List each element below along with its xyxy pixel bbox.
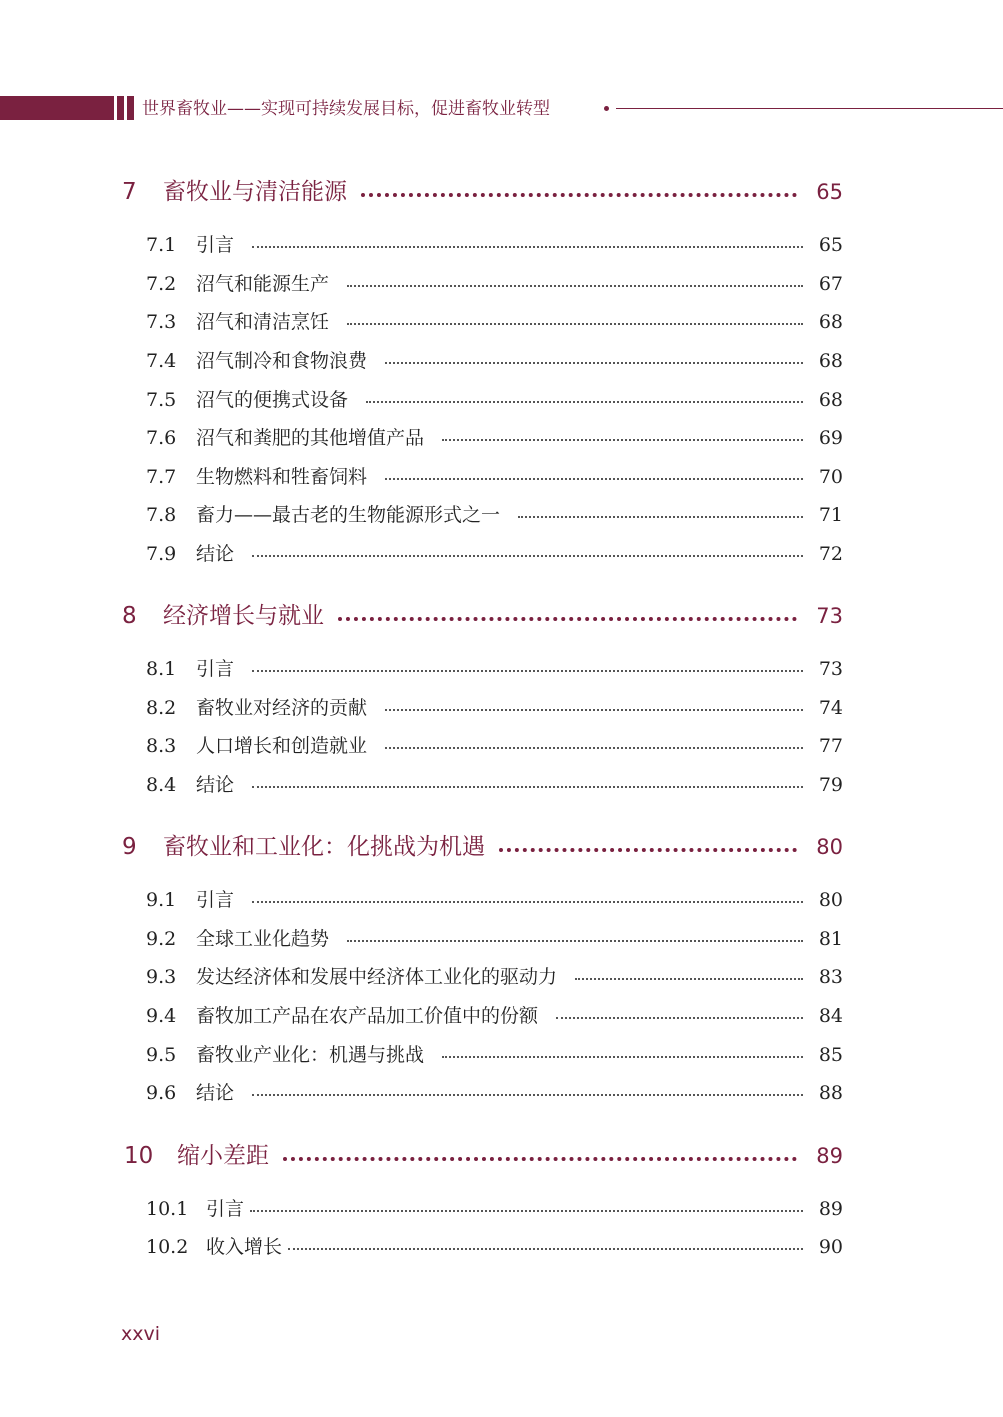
section-page-number: 80: [818, 889, 843, 911]
toc-section-row[interactable]: [0, 1233, 1003, 1261]
leader-dots: [347, 940, 803, 942]
toc-section-row[interactable]: [0, 963, 1003, 991]
section-title: 引言: [196, 234, 235, 256]
section-title: 畜牧业对经济的贡献: [196, 697, 368, 719]
section-page-number: 69: [818, 427, 843, 449]
leader-dots: [499, 848, 797, 852]
toc-section-row[interactable]: [0, 1195, 1003, 1223]
chapter-title: 畜牧业与清洁能源: [163, 179, 347, 205]
section-page-number: 68: [818, 389, 843, 411]
leader-dots: [361, 193, 797, 197]
section-page-number: 83: [818, 966, 843, 988]
section-page-number: 74: [818, 697, 843, 719]
toc-section-row[interactable]: [0, 771, 1003, 799]
chapter-number: 8: [122, 603, 137, 629]
leader-dots: [347, 285, 803, 287]
leader-dots: [252, 786, 803, 788]
section-title: 沼气和粪肥的其他增值产品: [196, 427, 425, 449]
section-title: 生物燃料和牲畜饲料: [196, 466, 368, 488]
section-page-number: 88: [818, 1082, 843, 1104]
chapter-number: 10: [124, 1143, 154, 1169]
section-page-number: 73: [818, 658, 843, 680]
section-number: 10.2: [146, 1236, 189, 1258]
leader-dots: [252, 246, 803, 248]
section-title: 引言: [206, 1198, 245, 1220]
leader-dots: [385, 362, 803, 364]
toc-section-row[interactable]: [0, 386, 1003, 414]
section-title: 结论: [196, 774, 235, 796]
toc-section-row[interactable]: [0, 501, 1003, 529]
section-page-number: 67: [818, 273, 843, 295]
leader-dots: [518, 516, 803, 518]
section-number: 9.1: [146, 889, 177, 911]
section-title: 发达经济体和发展中经济体工业化的驱动力: [196, 966, 558, 988]
header-bar: [0, 96, 114, 120]
leader-dots: [575, 978, 803, 980]
section-number: 8.4: [146, 774, 177, 796]
leader-dots: [338, 617, 797, 621]
toc-section-row[interactable]: [0, 540, 1003, 568]
section-page-number: 79: [818, 774, 843, 796]
section-title: 结论: [196, 543, 235, 565]
toc-section-row[interactable]: [0, 655, 1003, 683]
leader-dots: [252, 555, 803, 557]
toc-section-row[interactable]: [0, 1079, 1003, 1107]
section-number: 9.2: [146, 928, 177, 950]
chapter-page-number: 73: [816, 604, 843, 628]
section-page-number: 90: [818, 1236, 843, 1258]
leader-dots: [385, 709, 803, 711]
leader-dots: [442, 1056, 803, 1058]
section-page-number: 89: [818, 1198, 843, 1220]
leader-dots: [250, 1210, 803, 1212]
toc-section-row[interactable]: [0, 1041, 1003, 1069]
section-page-number: 85: [818, 1044, 843, 1066]
chapter-page-number: 80: [816, 835, 843, 859]
toc-section-row[interactable]: [0, 231, 1003, 259]
section-page-number: 72: [818, 543, 843, 565]
section-number: 9.3: [146, 966, 177, 988]
section-title: 畜力——最古老的生物能源形式之一: [196, 504, 501, 526]
section-page-number: 84: [818, 1005, 843, 1027]
leader-dots: [252, 1094, 803, 1096]
section-page-number: 65: [818, 234, 843, 256]
leader-dots: [385, 478, 803, 480]
toc-section-row[interactable]: [0, 1002, 1003, 1030]
chapter-number: 7: [122, 179, 137, 205]
chapter-title: 畜牧业和工业化：化挑战为机遇: [163, 834, 485, 860]
header-bullet: [604, 106, 609, 111]
leader-dots: [252, 670, 803, 672]
section-title: 沼气和能源生产: [196, 273, 330, 295]
section-number: 9.5: [146, 1044, 177, 1066]
section-title: 引言: [196, 658, 235, 680]
section-title: 全球工业化趋势: [196, 928, 330, 950]
section-title: 结论: [196, 1082, 235, 1104]
section-number: 7.9: [146, 543, 177, 565]
toc-section-row[interactable]: [0, 347, 1003, 375]
section-page-number: 68: [818, 311, 843, 333]
chapter-title: 经济增长与就业: [163, 603, 324, 629]
running-title: 世界畜牧业——实现可持续发展目标，促进畜牧业转型: [142, 99, 550, 119]
toc-chapter-row[interactable]: [0, 600, 1003, 632]
leader-dots: [283, 1157, 797, 1161]
toc-chapter-row[interactable]: [0, 176, 1003, 208]
section-number: 7.8: [146, 504, 177, 526]
leader-dots: [252, 901, 803, 903]
chapter-title: 缩小差距: [177, 1143, 269, 1169]
section-title: 沼气的便携式设备: [196, 389, 349, 411]
section-number: 7.5: [146, 389, 177, 411]
section-title: 畜牧业产业化：机遇与挑战: [196, 1044, 425, 1066]
toc-section-row[interactable]: [0, 694, 1003, 722]
leader-dots: [288, 1248, 803, 1250]
leader-dots: [442, 439, 803, 441]
header-rule: [616, 108, 1003, 109]
leader-dots: [347, 323, 803, 325]
section-title: 人口增长和创造就业: [196, 735, 368, 757]
section-title: 引言: [196, 889, 235, 911]
chapter-page-number: 65: [816, 180, 843, 204]
section-number: 9.6: [146, 1082, 177, 1104]
section-number: 7.3: [146, 311, 177, 333]
section-page-number: 68: [818, 350, 843, 372]
leader-dots: [366, 401, 803, 403]
section-title: 畜牧加工产品在农产品加工价值中的份额: [196, 1005, 539, 1027]
section-number: 7.6: [146, 427, 177, 449]
section-title: 沼气和清洁烹饪: [196, 311, 330, 333]
toc-section-row[interactable]: [0, 732, 1003, 760]
toc-section-row[interactable]: [0, 424, 1003, 452]
chapter-number: 9: [122, 834, 137, 860]
section-number: 8.3: [146, 735, 177, 757]
toc-section-row[interactable]: [0, 270, 1003, 298]
section-number: 8.1: [146, 658, 177, 680]
section-number: 7.4: [146, 350, 177, 372]
toc-section-row[interactable]: [0, 463, 1003, 491]
leader-dots: [385, 747, 803, 749]
toc-section-row[interactable]: [0, 308, 1003, 336]
running-header: [0, 96, 1003, 122]
toc-section-row[interactable]: [0, 925, 1003, 953]
section-page-number: 81: [818, 928, 843, 950]
section-page-number: 70: [818, 466, 843, 488]
section-number: 10.1: [146, 1198, 189, 1220]
toc-chapter-row[interactable]: [0, 831, 1003, 863]
header-stripe: [117, 96, 124, 120]
toc-section-row[interactable]: [0, 886, 1003, 914]
section-number: 8.2: [146, 697, 177, 719]
section-page-number: 77: [818, 735, 843, 757]
section-number: 7.2: [146, 273, 177, 295]
chapter-page-number: 89: [816, 1144, 843, 1168]
section-title: 沼气制冷和食物浪费: [196, 350, 368, 372]
toc-chapter-row[interactable]: [0, 1140, 1003, 1172]
header-stripe: [127, 96, 134, 120]
section-title: 收入增长: [206, 1236, 283, 1258]
section-page-number: 71: [818, 504, 843, 526]
section-number: 7.7: [146, 466, 177, 488]
section-number: 9.4: [146, 1005, 177, 1027]
leader-dots: [556, 1017, 803, 1019]
section-number: 7.1: [146, 234, 177, 256]
page-number: xxvi: [121, 1323, 161, 1345]
